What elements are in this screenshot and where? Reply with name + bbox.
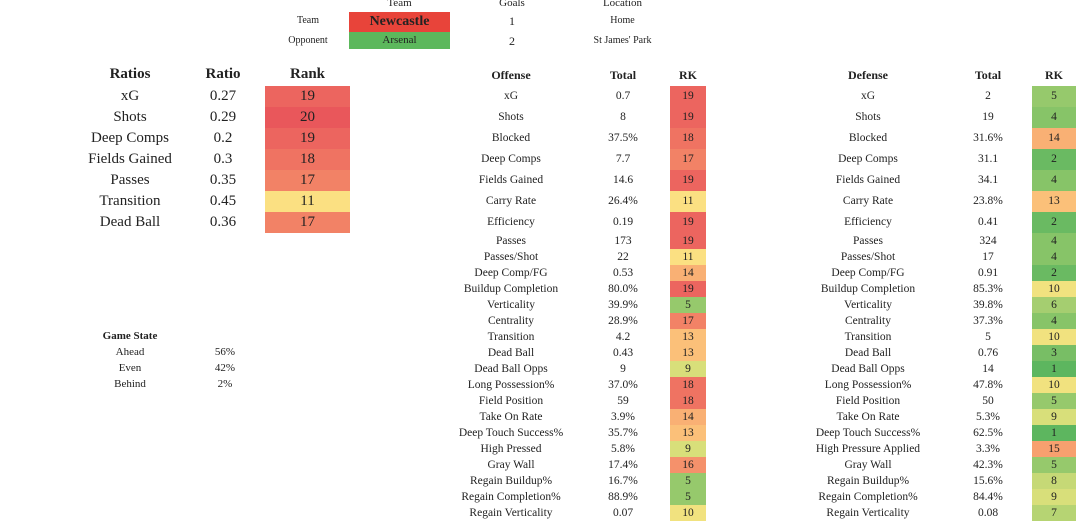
offense-total-header: Total — [609, 68, 637, 82]
ratio-rank: 19 — [265, 86, 350, 107]
ratio-value: 0.27 — [209, 88, 237, 104]
defense-stat-total: 324 — [979, 235, 997, 247]
offense-stat-rank: 19 — [670, 233, 706, 249]
team-location: Home — [610, 15, 635, 26]
ratio-rank: 17 — [265, 212, 350, 233]
offense-stat-name: Carry Rate — [485, 195, 537, 207]
defense-stat-rank: 10 — [1032, 329, 1076, 345]
defense-stat-rank: 14 — [1032, 128, 1076, 149]
offense-stat-total: 37.5% — [608, 132, 638, 144]
opponent-goals: 2 — [509, 34, 515, 48]
defense-stat-name: xG — [860, 90, 876, 102]
defense-stat-name: Efficiency — [844, 216, 892, 228]
defense-stat-name: High Pressure Applied — [815, 443, 921, 455]
defense-stat-total: 84.4% — [973, 491, 1003, 503]
defense-stat-rank: 6 — [1032, 297, 1076, 313]
header-goals-column: Goals — [499, 0, 525, 9]
offense-stat-name: Blocked — [491, 132, 531, 144]
offense-stat-total: 9 — [620, 363, 626, 375]
offense-stat-name: Passes — [495, 235, 527, 247]
defense-stat-total: 47.8% — [973, 379, 1003, 391]
offense-stat-total: 8 — [620, 111, 626, 123]
defense-stat-rank: 13 — [1032, 191, 1076, 212]
offense-stat-rank: 13 — [670, 425, 706, 441]
offense-stat-total: 17.4% — [608, 459, 638, 471]
offense-stat-rank: 14 — [670, 265, 706, 281]
ratio-rank: 20 — [265, 107, 350, 128]
offense-stat-rank: 11 — [670, 249, 706, 265]
offense-stat-name: Shots — [498, 111, 524, 123]
ratio-name: Passes — [110, 172, 150, 188]
game-state-label: Behind — [114, 378, 146, 390]
ratio-value: 0.3 — [213, 151, 233, 167]
defense-stat-name: Regain Verticality — [826, 507, 910, 519]
offense-stat-total: 22 — [617, 251, 629, 263]
ratio-header: Ratio — [205, 66, 241, 82]
ratio-value: 0.35 — [209, 172, 237, 188]
defense-stat-total: 37.3% — [973, 315, 1003, 327]
defense-stat-total: 14 — [982, 363, 994, 375]
offense-stat-name: Transition — [487, 331, 535, 343]
ratios-header: Ratios — [109, 66, 151, 82]
ratio-name: Fields Gained — [88, 151, 172, 167]
offense-stat-rank: 19 — [670, 86, 706, 107]
offense-stat-total: 26.4% — [608, 195, 638, 207]
offense-stat-rank: 18 — [670, 128, 706, 149]
offense-stat-total: 4.2 — [615, 331, 631, 343]
offense-stat-rank: 10 — [670, 505, 706, 521]
offense-stat-name: Deep Touch Success% — [458, 427, 564, 439]
defense-stat-rank: 7 — [1032, 505, 1076, 521]
defense-stat-total: 31.6% — [973, 132, 1003, 144]
defense-stat-name: Gray Wall — [844, 459, 892, 471]
defense-stat-rank: 4 — [1032, 313, 1076, 329]
defense-stat-total: 62.5% — [973, 427, 1003, 439]
offense-stat-name: Passes/Shot — [483, 251, 539, 263]
offense-stat-rank: 18 — [670, 393, 706, 409]
ratio-rank: 11 — [265, 191, 350, 212]
offense-stat-name: Centrality — [488, 315, 534, 327]
offense-stat-total: 5.8% — [611, 443, 635, 455]
defense-stat-total: 17 — [982, 251, 994, 263]
opponent-label: Opponent — [288, 35, 328, 46]
defense-stat-rank: 15 — [1032, 441, 1076, 457]
offense-stat-rank: 14 — [670, 409, 706, 425]
defense-stat-rank: 4 — [1032, 233, 1076, 249]
team-label: Team — [296, 15, 320, 26]
defense-stat-rank: 4 — [1032, 107, 1076, 128]
offense-stat-name: Dead Ball Opps — [474, 363, 548, 375]
defense-stat-total: 0.91 — [977, 267, 999, 279]
offense-header: Offense — [491, 68, 531, 82]
defense-stat-total: 5 — [985, 331, 991, 343]
ratio-name: Shots — [113, 109, 147, 125]
defense-stat-total: 15.6% — [973, 475, 1003, 487]
defense-stat-name: Transition — [844, 331, 892, 343]
offense-stat-rank: 19 — [670, 212, 706, 233]
defense-stat-total: 0.08 — [977, 507, 999, 519]
defense-stat-rank: 4 — [1032, 170, 1076, 191]
ratio-name: xG — [120, 88, 140, 104]
defense-stat-name: Blocked — [848, 132, 888, 144]
defense-stat-name: Dead Ball Opps — [831, 363, 905, 375]
ratio-name: Deep Comps — [91, 130, 169, 146]
defense-stat-name: Dead Ball — [844, 347, 892, 359]
offense-stat-total: 35.7% — [608, 427, 638, 439]
defense-stat-rank: 2 — [1032, 212, 1076, 233]
defense-stat-name: Shots — [855, 111, 881, 123]
defense-stat-rank: 5 — [1032, 393, 1076, 409]
defense-stat-rank: 4 — [1032, 249, 1076, 265]
header-team-column: Team — [387, 0, 412, 9]
offense-stat-total: 0.43 — [612, 347, 634, 359]
header-location-column: Location — [602, 0, 643, 9]
defense-stat-rank: 1 — [1032, 425, 1076, 441]
defense-stat-rank: 2 — [1032, 149, 1076, 170]
defense-stat-name: Field Position — [835, 395, 901, 407]
offense-stat-rank: 5 — [670, 297, 706, 313]
offense-stat-total: 28.9% — [608, 315, 638, 327]
offense-stat-name: High Pressed — [480, 443, 542, 455]
offense-stat-name: Efficiency — [487, 216, 535, 228]
defense-stat-rank: 9 — [1032, 489, 1076, 505]
offense-stat-name: Deep Comps — [481, 153, 541, 165]
ratio-rank: 17 — [265, 170, 350, 191]
defense-stat-name: Passes/Shot — [840, 251, 896, 263]
offense-rk-header: RK — [679, 68, 697, 82]
defense-stat-total: 5.3% — [976, 411, 1000, 423]
opponent-name: Arsenal — [349, 32, 450, 49]
defense-rk-header: RK — [1045, 68, 1063, 82]
defense-stat-rank: 10 — [1032, 377, 1076, 393]
defense-stat-name: Passes — [852, 235, 884, 247]
offense-stat-rank: 5 — [670, 489, 706, 505]
offense-stat-total: 59 — [617, 395, 629, 407]
offense-stat-rank: 17 — [670, 149, 706, 170]
offense-stat-name: Dead Ball — [487, 347, 535, 359]
defense-stat-total: 42.3% — [973, 459, 1003, 471]
offense-stat-name: Take On Rate — [479, 411, 543, 423]
offense-stat-name: Regain Verticality — [469, 507, 553, 519]
offense-stat-rank: 9 — [670, 441, 706, 457]
defense-stat-rank: 3 — [1032, 345, 1076, 361]
defense-stat-total: 39.8% — [973, 299, 1003, 311]
offense-stat-name: Buildup Completion — [463, 283, 559, 295]
defense-stat-name: Deep Comps — [838, 153, 898, 165]
offense-stat-rank: 13 — [670, 329, 706, 345]
offense-stat-rank: 11 — [670, 191, 706, 212]
defense-stat-total: 3.3% — [976, 443, 1000, 455]
offense-stat-name: Deep Comp/FG — [474, 267, 548, 279]
ratio-rank: 18 — [265, 149, 350, 170]
ratio-value: 0.29 — [209, 109, 237, 125]
offense-stat-total: 3.9% — [611, 411, 635, 423]
defense-header: Defense — [848, 68, 888, 82]
offense-stat-name: Fields Gained — [478, 174, 544, 186]
ratio-name: Transition — [99, 193, 161, 209]
defense-stat-total: 31.1 — [977, 153, 999, 165]
defense-stat-rank: 5 — [1032, 457, 1076, 473]
team-name: Newcastle — [349, 12, 450, 32]
offense-stat-name: Field Position — [478, 395, 544, 407]
defense-stat-name: Deep Touch Success% — [815, 427, 921, 439]
offense-stat-rank: 19 — [670, 107, 706, 128]
ratio-value: 0.45 — [209, 193, 237, 209]
game-state-value: 42% — [214, 362, 236, 374]
ratio-rank: 19 — [265, 128, 350, 149]
rank-header: Rank — [289, 66, 326, 82]
defense-stat-total: 0.41 — [977, 216, 999, 228]
game-state-value: 2% — [217, 378, 233, 390]
ratio-name: Dead Ball — [99, 214, 161, 230]
defense-total-header: Total — [974, 68, 1002, 82]
offense-stat-total: 16.7% — [608, 475, 638, 487]
offense-stat-total: 0.07 — [612, 507, 634, 519]
offense-stat-total: 7.7 — [615, 153, 631, 165]
offense-stat-total: 80.0% — [608, 283, 638, 295]
offense-stat-name: xG — [503, 90, 519, 102]
offense-stat-rank: 13 — [670, 345, 706, 361]
defense-stat-name: Centrality — [845, 315, 891, 327]
offense-stat-name: Regain Completion% — [461, 491, 561, 503]
offense-stat-total: 88.9% — [608, 491, 638, 503]
offense-stat-rank: 17 — [670, 313, 706, 329]
game-state-title: Game State — [102, 330, 158, 342]
defense-stat-rank: 1 — [1032, 361, 1076, 377]
offense-stat-total: 37.0% — [608, 379, 638, 391]
ratio-value: 0.36 — [209, 214, 237, 230]
offense-stat-total: 0.53 — [612, 267, 634, 279]
offense-stat-rank: 19 — [670, 281, 706, 297]
offense-stat-rank: 18 — [670, 377, 706, 393]
defense-stat-rank: 10 — [1032, 281, 1076, 297]
defense-stat-rank: 8 — [1032, 473, 1076, 489]
offense-stat-total: 0.7 — [615, 90, 631, 102]
defense-stat-total: 23.8% — [973, 195, 1003, 207]
opponent-location: St James' Park — [593, 35, 652, 46]
defense-stat-total: 34.1 — [977, 174, 999, 186]
defense-stat-total: 19 — [982, 111, 994, 123]
offense-stat-total: 173 — [614, 235, 632, 247]
offense-stat-total: 39.9% — [608, 299, 638, 311]
defense-stat-name: Regain Completion% — [818, 491, 918, 503]
defense-stat-total: 2 — [985, 90, 991, 102]
game-state-label: Ahead — [115, 346, 145, 358]
offense-stat-total: 14.6 — [612, 174, 634, 186]
defense-stat-name: Deep Comp/FG — [831, 267, 905, 279]
defense-stat-name: Regain Buildup% — [826, 475, 910, 487]
offense-stat-total: 0.19 — [612, 216, 634, 228]
team-goals: 1 — [509, 14, 515, 28]
offense-stat-rank: 5 — [670, 473, 706, 489]
game-state-value: 56% — [214, 346, 236, 358]
defense-stat-total: 85.3% — [973, 283, 1003, 295]
offense-stat-name: Long Possession% — [467, 379, 555, 391]
offense-stat-rank: 16 — [670, 457, 706, 473]
offense-stat-name: Verticality — [487, 299, 535, 311]
ratio-value: 0.2 — [213, 130, 233, 146]
defense-stat-name: Long Possession% — [824, 379, 912, 391]
defense-stat-name: Buildup Completion — [820, 283, 916, 295]
offense-stat-rank: 9 — [670, 361, 706, 377]
offense-stat-name: Gray Wall — [487, 459, 535, 471]
defense-stat-name: Take On Rate — [836, 411, 900, 423]
defense-stat-name: Carry Rate — [842, 195, 894, 207]
defense-stat-rank: 2 — [1032, 265, 1076, 281]
defense-stat-total: 0.76 — [977, 347, 999, 359]
offense-stat-name: Regain Buildup% — [469, 475, 553, 487]
offense-stat-rank: 19 — [670, 170, 706, 191]
defense-stat-rank: 9 — [1032, 409, 1076, 425]
defense-stat-name: Fields Gained — [835, 174, 901, 186]
defense-stat-rank: 5 — [1032, 86, 1076, 107]
defense-stat-total: 50 — [982, 395, 994, 407]
game-state-label: Even — [118, 362, 142, 374]
defense-stat-name: Verticality — [844, 299, 892, 311]
